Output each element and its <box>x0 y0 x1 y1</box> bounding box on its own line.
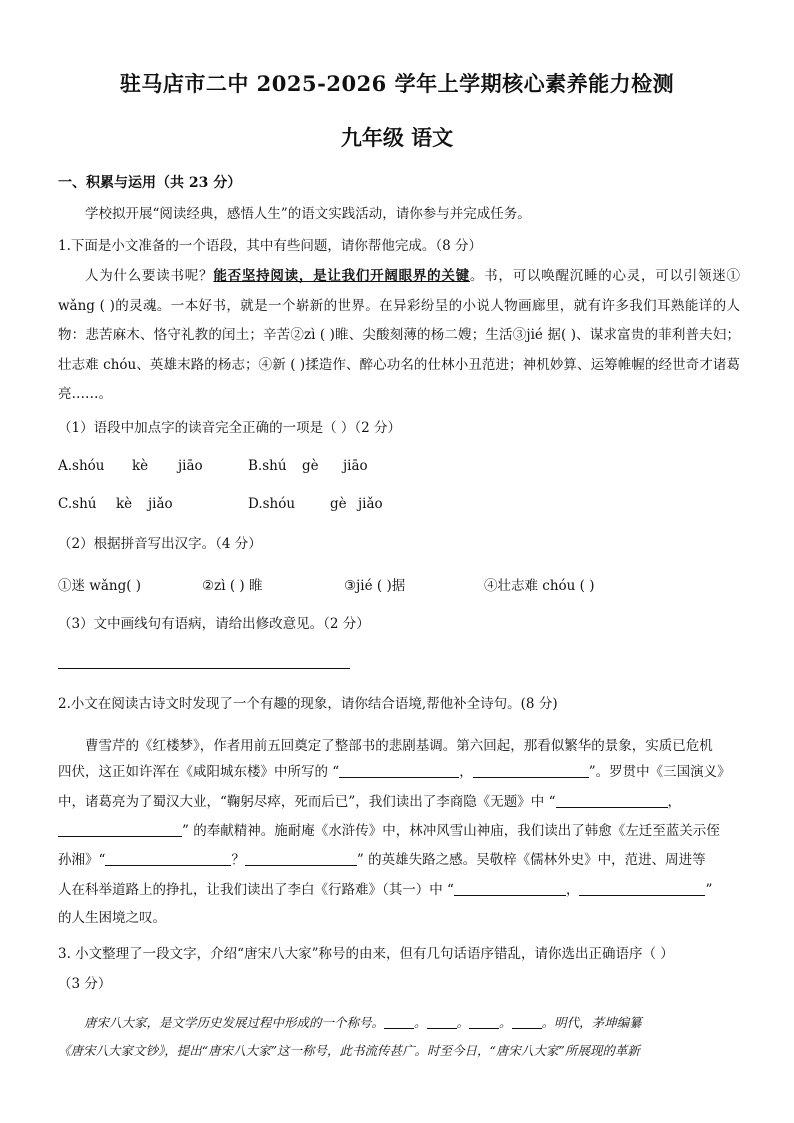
exam-title: 驻马店市二中 2025-2026 学年上学期核心素养能力检测 <box>119 71 675 96</box>
q1-passage <box>58 262 740 410</box>
pinyin-item-4: ④壮志难 chóu ( ) <box>484 578 595 594</box>
blank[interactable] <box>245 851 357 866</box>
q2-line-5: 孙湘》“ ？ ” 的英雄失路之感。吴敬梓《儒林外史》中，范进、周进等 <box>58 852 706 868</box>
blank[interactable] <box>427 1014 457 1029</box>
q2-line-6: 人在科举道路上的挣扎，让我们读出了李白《行路难》（其一）中 “ ， ” <box>58 882 713 898</box>
exam-subtitle: 九年级 语文 <box>340 125 454 150</box>
q2-line-4: ” 的奉献精神。施耐庵《水浒传》中，林冲风雪山神庙，我们读出了韩愈《左迁至蓝关示侄 <box>58 819 720 839</box>
q3-quote-line-1: 唐宋八大家，是文学历史发展过程中形成的一个称号。 。 。 。 。明代，茅坤编纂 <box>84 1015 642 1030</box>
blank[interactable] <box>58 822 182 837</box>
q2-line-1: 曹雪芹的《红楼梦》，作者用前五回奠定了整部书的悲剧基调。第六回起，那看似繁华的景象，实质已危机 <box>85 738 713 754</box>
blank[interactable] <box>384 1014 414 1029</box>
blank[interactable] <box>469 1014 499 1029</box>
section-heading: 一、积累与运用（共 23 分） <box>58 175 242 191</box>
q1-sub3: （3）文中画线句有语病，请给出修改意见。（2 分） <box>58 616 370 632</box>
q1-sub1: （1）语段中加点字的读音完全正确的一项是（ ）（2 分） <box>58 420 402 436</box>
blank[interactable] <box>454 881 566 896</box>
q1-sub2: （2）根据拼音写出汉字。（4 分） <box>58 536 262 552</box>
blank[interactable] <box>579 881 705 896</box>
underlined-sentence: 能否坚持阅读，是让我们开阔眼界的关键 <box>213 268 470 284</box>
option-c: C.shú kè jiǎo <box>58 496 173 512</box>
blank[interactable] <box>512 1014 542 1029</box>
q2-line-3: 中，诸葛亮为了蜀汉大业，“鞠躬尽瘁，死而后已”，我们读出了李商隐《无题》中 “ ， <box>58 794 681 810</box>
q3-quote-line-2: 《唐宋八大家文钞》，提出“唐宋八大家”这一称号，此书流传甚广。时至今日，“唐宋八大家”所展现的革新 <box>58 1043 640 1058</box>
answer-line[interactable] <box>58 668 350 669</box>
blank[interactable] <box>339 763 459 778</box>
pinyin-item-2: ②zì ( ) 睢 <box>202 578 263 594</box>
q1-stem: 1.下面是小文准备的一个语段，其中有些问题，请你帮他完成。（8 分） <box>58 238 483 254</box>
section-intro: 学校拟开展“阅读经典，感悟人生”的语文实践活动，请你参与并完成任务。 <box>85 206 531 222</box>
blank[interactable] <box>105 851 231 866</box>
q2-line-2: 四伏，这正如许浑在《咸阳城东楼》中所写的 “ ， ”。罗贯中《三国演义》 <box>58 764 731 780</box>
passage-lead: 人为什么要读书呢？ <box>85 268 214 284</box>
option-a: A.shóu kè jiāo <box>58 458 203 474</box>
blank[interactable] <box>473 763 589 778</box>
q2-line-7: 的人生困境之叹。 <box>58 910 166 926</box>
blank[interactable] <box>556 793 668 808</box>
q3-stem: 3. 小文整理了一段文字，介绍“唐宋八大家”称号的由来，但有几句话语序错乱，请你选出正确语序（ ） （3 分） <box>58 946 674 992</box>
pinyin-item-1: ①迷 wǎng( ) <box>58 578 142 594</box>
q2-stem: 2.小文在阅读古诗文时发现了一个有趣的现象，请你结合语境,帮他补全诗句。(8 分) <box>58 696 558 712</box>
option-d: D.shóu gè jiǎo <box>248 496 383 512</box>
option-b: B.shú gè jiāo <box>248 458 368 474</box>
pinyin-item-3: ③jié ( )据 <box>344 578 406 594</box>
passage-body: 。书，可以唤醒沉睡的心灵，可以引领迷① wǎng ( )的灵魂。一本好书，就是一个崭新的世界。在异彩纷呈的小说人物画廊里，就有许多我们耳熟能详的人物：悲苦麻木、恪守礼教的闰土；辛苦②zì ( )睢、尖酸刻薄的杨二嫂；生活③jié 据( )、谋求富贵的菲利普夫妇；壮志难 chóu、英雄末路的杨志；④新 ( )揉造作、醉心功名的仕林小丑范进；神机妙算、运筹帷幄的经世奇才诸葛亮……。 <box>58 268 741 402</box>
